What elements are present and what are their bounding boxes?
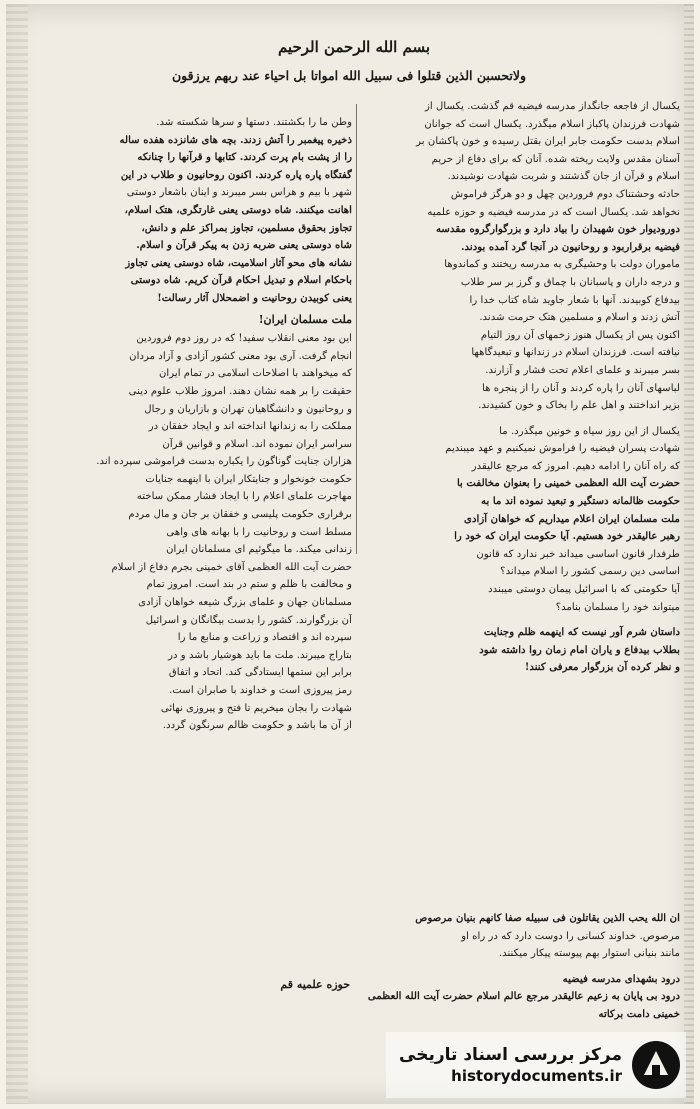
text-line: زندانی میکند. ما میگوئیم ای مسلمانان ایران [166, 544, 352, 556]
text-line: حقیقت را بر همه نشان دهند. امروز طلاب علوم دینی [128, 385, 352, 397]
text-line: مسلط است و روحانیت را با بهانه های واهی [166, 526, 352, 538]
text-line: مملکت را به زندانها انداخته اند و ایجاد خفقان در [148, 421, 352, 433]
text-line: حضرت آیت الله العظمی خمینی را بعنوان مخالفت با [456, 477, 680, 490]
text-line: مهاجرت علمای اعلام را با ایجاد فشار ممکن ساخته [136, 491, 352, 503]
paragraph-gap [358, 616, 680, 624]
text-line: داستان شرم آور نیست که اینهمه ظلم وجنایت [483, 626, 680, 639]
text-line: خمینی دامت برکاته [598, 1007, 680, 1020]
text-line: نخواهد شد. یکسال است که در مدرسه فیضیه و حوزه علمیه [427, 206, 680, 218]
text-line: و روحانیون و دانشگاهیان تهران و بازاریان و رجال [144, 403, 352, 415]
text-line: رمز پیروزی است و خداوند با صابران است. [169, 685, 352, 696]
right-column [358, 98, 680, 677]
text-line: اهانت میکنند. شاه دوستی یعنی غارتگری، هتک اسلام، [124, 203, 352, 216]
text-line: بتاراج میبرند. ملت ما باید هوشیار باشد و در [168, 649, 352, 661]
text-line: و مخالفت با ظلم و ستم در بند است. امروز تمام [146, 579, 352, 591]
text-line: حکومت ظالمانه دستگیر و تبعید نموده اند ما به [481, 495, 680, 508]
text-line: اکنون پس از یکسال هنوز زخمهای آن روز التیام [480, 329, 680, 341]
text-line: آستان مقدس ولایت ریخته شده. آنان که برای دفاع از حریم [431, 153, 680, 165]
text-line: گفتگاه پاره پاره کردند. اکنون روحانیون و طلاب در این [120, 168, 352, 181]
text-line: مرصوص. خداوند کسانی را دوست دارد که در راه او [461, 930, 680, 942]
document-page [6, 4, 694, 1104]
text-line: نیافته است. فرزندان اسلام در زندانها و تبعیدگاهها [471, 347, 680, 359]
paragraph-gap [28, 963, 680, 971]
archive-logo-icon [630, 1039, 682, 1091]
text-line: درود بشهدای مدرسه فیضیه [562, 972, 680, 985]
signature-line: حوزه علمیه قم [280, 978, 350, 991]
text-line: برابر این ستمها ایستادگی کند. اتحاد و اتفاق [168, 667, 352, 679]
text-line: انجام گرفت. آری بود معنی کشور آزادی و آزاد مردان [129, 350, 352, 362]
left-column [28, 114, 352, 735]
basmala-heading [20, 38, 688, 56]
text-line: این بود معنی انقلاب سفید! که در روز دوم فروردین [136, 333, 352, 345]
text-line: ان الله یحب الذین یقاتلون فی سبیله صفا کانهم بنیان مرصوص [415, 912, 680, 924]
text-line: که میخواهند با اصلاحات اسلامی در تمام ایران [158, 368, 352, 380]
basmala-text: بسم الله الرحمن الرحیم [277, 38, 431, 56]
text-line: ماموران دولت با وحشیگری به مدرسه ریختند و کماندوها [444, 259, 680, 271]
text-line: ملت مسلمان ایران! [258, 312, 352, 326]
text-line: اسلام بدست حکومت جابر ایران بقتل رسیده و خون پاکشان بر [416, 136, 680, 148]
text-line: شهادت را بجان میخریم تا فتح و پیروزی نهائی [160, 702, 352, 714]
text-line: میتواند خود را مسلمان بنامد؟ [555, 601, 680, 613]
text-line: شهر با بیم و هراس بسر میبرند و اینان باشعار دوستی [126, 187, 352, 199]
text-line: اساسی دین رسمی کشور را اسلام میداند؟ [500, 566, 680, 578]
text-line: بزیر انداختند و اهل علم را بخاک و خون کشیدند. [478, 400, 680, 412]
watermark-text [399, 1045, 622, 1085]
text-line: که راه آنان را ادامه دهیم. امروز که مرجع عالیقدر [471, 460, 680, 472]
signature-block [40, 975, 350, 994]
text-line: حضرت آیت الله العظمی آقای خمینی بجرم دفاع از اسلام [111, 561, 352, 573]
text-line: یکسال از فاجعه جانگداز مدرسه فیضیه قم گذشت. یکسال از [424, 101, 680, 112]
text-line: بیدفاع کوبیدند. آنها با شعار جاوید شاه کتاب خدا را [469, 294, 680, 306]
text-line: نشانه های محو آثار اسلامیت، شاه دوستی یعنی تجاوز [125, 256, 352, 269]
text-line: مانند بنیانی استوار بهم پیوسته پیکار میکنند. [498, 948, 680, 960]
text-line: سراسر ایران نموده اند. اسلام و قوانین قرآن [162, 438, 352, 450]
text-line: دورودیوار خون شهیدان را بیاد دارد و بزرگوارگروه مقدسه [435, 223, 680, 236]
watermark-url: historydocuments.ir [451, 1067, 622, 1085]
text-line: یعنی کوبیدن روحانیت و اضمحلال آثار رسالت! [157, 291, 352, 304]
closing-block [28, 910, 680, 1024]
text-line: شهادت پسران فیضیه را فراموش نمیکنیم و عهد میبندیم [445, 443, 680, 455]
text-line: ذخیره پیغمبر را آتش زدند. بچه های شانزده هفده ساله [119, 133, 352, 146]
text-line: آیا حکومتی که با اسرائیل پیمان دوستی میبندد [488, 584, 680, 596]
archive-watermark [386, 1032, 686, 1098]
text-line: درود بی پایان به زعیم عالیقدر مرجع عالم اسلام حضرت آیت الله العظمی [367, 990, 680, 1003]
text-line: شاه دوستی یعنی ضربه زدن به پیکر قرآن و اسلام. [136, 239, 352, 252]
text-line: آن بزرگوارند. کشور را بدست بیگانگان و اسرائیل [145, 614, 352, 626]
text-line: اسلام و قرآن از جان گذشتند و شربت شهادت نوشیدند. [447, 171, 680, 183]
text-line: هزاران جنایت گوناگون را یکباره بدست فراموشی سپرده اند. [96, 456, 352, 468]
text-line: باحکام اسلام و تبدیل احکام قرآن کریم. شاه دوستی [130, 274, 352, 287]
text-line: سپرده اند و اقتصاد و زراعت و منابع ما را [177, 632, 352, 644]
paragraph-gap [358, 415, 680, 423]
text-line: حادثه وحشتناک دوم فروردین چهل و دو هرگز فراموش [450, 188, 680, 200]
text-line: از آن ما باشد و حکومت ظالم سرنگون گردد. [162, 720, 352, 732]
text-line: بسر میبرند و علمای اعلام تحت فشار و آزارند. [485, 364, 680, 376]
text-line: رهبر عالیقدر خود هستیم. آیا حکومت ایران که خود را [454, 530, 680, 543]
text-line: شهادت فرزندان پاکباز اسلام میگذرد. یکسال است که جوانان [424, 118, 680, 130]
text-line: وطن ما را بکشتند. دستها و سرها شکسته شد. [156, 117, 352, 128]
watermark-title: مرکز بررسی اسناد تاریخی [399, 1045, 622, 1065]
text-line: لباسهای آنان را پاره کردند و آنان را از پنجره ها [482, 382, 680, 394]
text-line: و نظر کرده آن بزرگوار معرفی کنند! [524, 661, 680, 674]
text-line: فیضیه برقراربود و روحانیون در آنجا گرد آمده بودند. [461, 240, 680, 253]
text-line: یکسال از این روز سیاه و خونین میگذرد. ما [499, 425, 680, 437]
text-line: تجاوز بحقوق مسلمین، تجاوز بمراکز علم و دانش، [141, 221, 352, 234]
text-line: طرفدار قانون اساسی میداند خبر ندارد که قانون [476, 548, 680, 560]
text-line: ملت مسلمان ایران اعلام میداریم که خواهان آزادی [464, 512, 680, 525]
text-line: حکومت خونخوار و جنایتکار ایران با اینهمه جنایات [145, 473, 352, 485]
text-line: را از پشت بام پرت کردند. کتابها و قرآنها را چنانکه [137, 151, 352, 164]
column-divider [356, 104, 357, 554]
text-line: بطلاب بیدفاع و یاران امام زمان روا داشته شود [479, 643, 680, 656]
text-line: و درجه داران و پاسبانان با چماق و گرز بر سر طلاب [460, 276, 680, 288]
quran-verse: ولاتحسبن الذین قتلوا فی سبیل الله امواتا بل احیاء عند ربهم یرزقون [171, 68, 527, 83]
document-body [20, 4, 688, 1104]
text-line: آتش زدند و اسلام و مسلمین هتک حرمت شدند. [479, 312, 680, 324]
text-line: مسلمانان جهان و علمای بزرگ شیعه خواهان آزادی [138, 597, 352, 609]
text-line: برقراری حکومت پلیسی و خفقان بر جان و مال مردم [128, 509, 352, 521]
